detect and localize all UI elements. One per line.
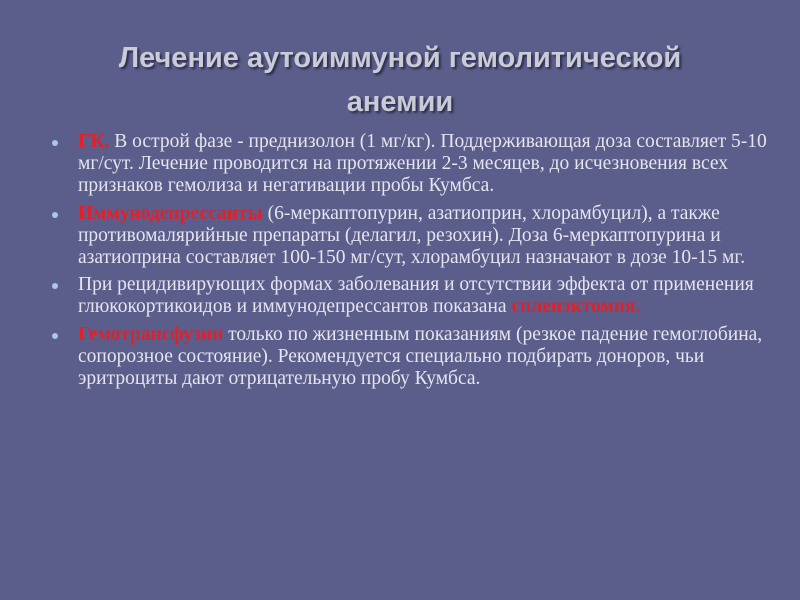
bullet-highlight: Иммунодепрессанты <box>78 202 263 224</box>
bullet-text: При рецидивирующих формах заболевания и отсутствии эффекта от применения глюкокортикоидов и иммунодепрессантов показана <box>78 274 754 318</box>
bullet-item-immunosuppressants <box>50 203 770 270</box>
bullet-dot-icon <box>52 333 58 339</box>
bullet-highlight: спленэктомия. <box>511 296 641 318</box>
slide-title-line-1: Лечение аутоиммуной гемолитической <box>118 42 682 74</box>
bullet-item-gk <box>50 131 770 198</box>
bullet-dot-icon <box>52 140 58 146</box>
slide-title-line-2: анемии <box>346 86 454 118</box>
bullet-highlight: Гемотрансфузии <box>78 323 224 345</box>
bullet-text: (6-меркаптопурин, азатиоприн, хлорамбуцил), а также противомалярийные препараты (делагил, резохин). Доза 6-меркаптопурина и азатиоприна составляет 100-150 мг/сут, хлорамбуцил назначают в дозе 10-15 мг. <box>78 202 746 269</box>
slide-title <box>40 36 760 124</box>
bullet-highlight: ГК. <box>78 131 110 152</box>
bullet-text: В острой фазе - преднизолон (1 мг/кг). Поддерживающая доза составляет 5-10 мг/сут. Лечение проводится на протяжении 2-3 месяцев, до исчезновения всех признаков гемолиза и негативации пробы Кумбса. <box>78 131 767 197</box>
bullet-dot-icon <box>52 212 58 218</box>
bullet-item-splenectomy <box>50 274 770 318</box>
bullet-dot-icon <box>52 283 58 289</box>
bullet-text: только по жизненным показаниям (резкое падение гемоглобина, сопорозное состояние). Рекомендуется специально подбирать доноров, чьи эритроциты дают отрицательную пробу Кумбса. <box>78 323 763 390</box>
bullet-item-transfusions <box>50 324 770 391</box>
bullet-list <box>50 131 770 395</box>
